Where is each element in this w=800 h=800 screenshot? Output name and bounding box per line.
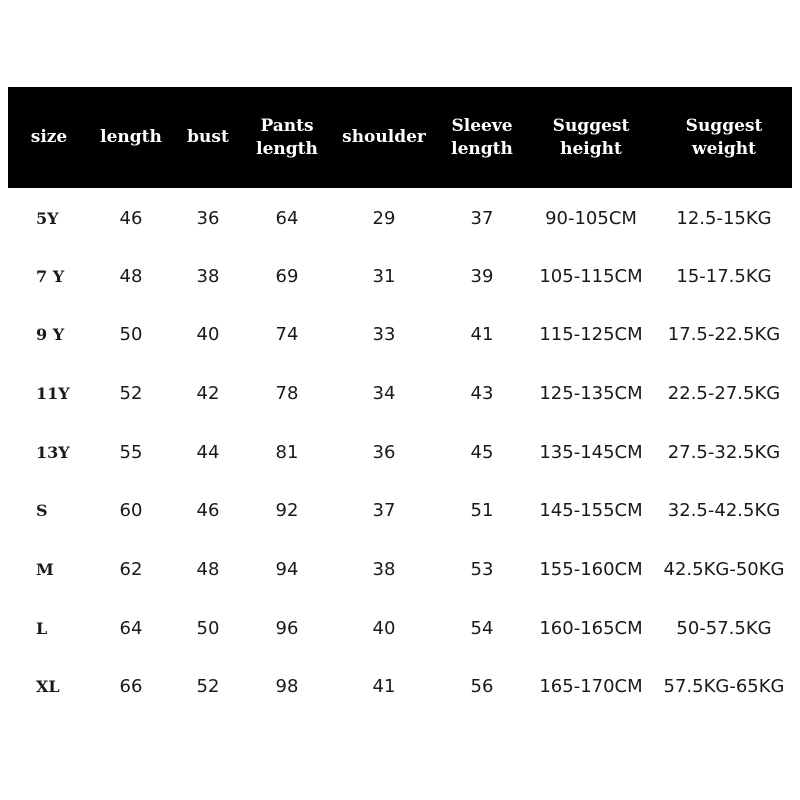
size-cell: 7 Y bbox=[36, 266, 65, 286]
measurement-cell-shoulder: 33 bbox=[372, 324, 396, 346]
header-label-line: length bbox=[100, 127, 162, 147]
size-chart-table bbox=[8, 87, 792, 716]
measurement-cell-suggest-weight: 12.5-15KG bbox=[676, 207, 772, 229]
measurement-cell-pants-length: 78 bbox=[275, 382, 299, 404]
measurement-cell-suggest-weight: 22.5-27.5KG bbox=[667, 382, 781, 404]
measurement-cell-suggest-height: 125-135CM bbox=[539, 382, 643, 404]
table-body bbox=[8, 188, 792, 716]
table-row bbox=[8, 599, 792, 658]
measurement-cell-suggest-weight: 42.5KG-50KG bbox=[663, 558, 785, 580]
header-label-line: length bbox=[451, 138, 513, 159]
measurement-cell-suggest-height: 165-170CM bbox=[539, 676, 643, 698]
measurement-cell-pants-length: 74 bbox=[275, 324, 299, 346]
measurement-cell-shoulder: 38 bbox=[372, 558, 396, 580]
size-cell: 13Y bbox=[36, 442, 70, 462]
measurement-cell-shoulder: 34 bbox=[372, 382, 396, 404]
measurement-cell-suggest-weight: 27.5-32.5KG bbox=[667, 441, 781, 463]
header-length bbox=[90, 87, 172, 188]
measurement-cell-shoulder: 37 bbox=[372, 500, 396, 522]
measurement-cell-sleeve-length: 45 bbox=[470, 441, 494, 463]
measurement-cell-bust: 38 bbox=[196, 265, 220, 287]
measurement-cell-bust: 50 bbox=[196, 617, 220, 639]
table-row bbox=[8, 658, 792, 717]
table-row bbox=[8, 364, 792, 423]
measurement-cell-sleeve-length: 37 bbox=[470, 207, 494, 229]
header-label-line: size bbox=[30, 127, 68, 147]
size-cell: XL bbox=[36, 677, 60, 697]
measurement-cell-sleeve-length: 56 bbox=[470, 676, 494, 698]
header-row bbox=[8, 87, 792, 188]
measurement-cell-pants-length: 94 bbox=[275, 558, 299, 580]
table-row bbox=[8, 247, 792, 306]
measurement-cell-shoulder: 40 bbox=[372, 617, 396, 639]
header-shoulder bbox=[330, 87, 438, 188]
header-label-line: Sleeve bbox=[451, 115, 513, 136]
measurement-cell-bust: 48 bbox=[196, 558, 220, 580]
table-row bbox=[8, 188, 792, 247]
header-label-line: shoulder bbox=[342, 127, 426, 147]
header-sleeve-length bbox=[438, 87, 526, 188]
measurement-cell-sleeve-length: 54 bbox=[470, 617, 494, 639]
header-bust bbox=[172, 87, 244, 188]
table-row bbox=[8, 305, 792, 364]
measurement-cell-suggest-height: 115-125CM bbox=[539, 324, 643, 346]
header-label-line: bust bbox=[187, 127, 229, 147]
measurement-cell-shoulder: 36 bbox=[372, 441, 396, 463]
measurement-cell-pants-length: 69 bbox=[275, 265, 299, 287]
measurement-cell-bust: 46 bbox=[196, 500, 220, 522]
table-row bbox=[8, 423, 792, 482]
measurement-cell-pants-length: 81 bbox=[275, 441, 299, 463]
measurement-cell-length: 52 bbox=[119, 382, 143, 404]
measurement-cell-length: 62 bbox=[119, 558, 143, 580]
size-cell: 5Y bbox=[36, 208, 59, 228]
measurement-cell-suggest-height: 135-145CM bbox=[539, 441, 643, 463]
size-cell: L bbox=[36, 618, 48, 638]
header-label-line: weight bbox=[691, 138, 756, 159]
measurement-cell-length: 64 bbox=[119, 617, 143, 639]
measurement-cell-length: 60 bbox=[119, 500, 143, 522]
header-pants-length bbox=[244, 87, 330, 188]
measurement-cell-suggest-height: 155-160CM bbox=[539, 558, 643, 580]
header-suggest-weight bbox=[656, 87, 792, 188]
measurement-cell-pants-length: 92 bbox=[275, 500, 299, 522]
measurement-cell-length: 48 bbox=[119, 265, 143, 287]
measurement-cell-sleeve-length: 53 bbox=[470, 558, 494, 580]
measurement-cell-shoulder: 41 bbox=[372, 676, 396, 698]
measurement-cell-sleeve-length: 41 bbox=[470, 324, 494, 346]
measurement-cell-pants-length: 64 bbox=[275, 207, 299, 229]
header-label-line: Pants bbox=[260, 115, 314, 136]
measurement-cell-length: 55 bbox=[119, 441, 143, 463]
table-row bbox=[8, 481, 792, 540]
header-size bbox=[8, 87, 90, 188]
header-label-line: height bbox=[560, 138, 622, 159]
measurement-cell-suggest-weight: 32.5-42.5KG bbox=[667, 500, 781, 522]
measurement-cell-suggest-weight: 15-17.5KG bbox=[676, 265, 772, 287]
measurement-cell-suggest-height: 105-115CM bbox=[539, 265, 643, 287]
measurement-cell-length: 46 bbox=[119, 207, 143, 229]
measurement-cell-bust: 44 bbox=[196, 441, 220, 463]
header-label-line: Suggest bbox=[552, 115, 630, 136]
measurement-cell-shoulder: 29 bbox=[372, 207, 396, 229]
size-cell: S bbox=[36, 501, 48, 521]
measurement-cell-suggest-height: 160-165CM bbox=[539, 617, 643, 639]
measurement-cell-bust: 42 bbox=[196, 382, 220, 404]
measurement-cell-bust: 40 bbox=[196, 324, 220, 346]
measurement-cell-bust: 36 bbox=[196, 207, 220, 229]
header-suggest-height bbox=[526, 87, 656, 188]
size-cell: 11Y bbox=[36, 383, 70, 403]
measurement-cell-length: 50 bbox=[119, 324, 143, 346]
size-cell: 9 Y bbox=[36, 325, 65, 345]
measurement-cell-suggest-weight: 17.5-22.5KG bbox=[667, 324, 781, 346]
measurement-cell-length: 66 bbox=[119, 676, 143, 698]
measurement-cell-pants-length: 98 bbox=[275, 676, 299, 698]
measurement-cell-suggest-height: 145-155CM bbox=[539, 500, 643, 522]
measurement-cell-suggest-height: 90-105CM bbox=[545, 207, 637, 229]
measurement-cell-sleeve-length: 51 bbox=[470, 500, 494, 522]
table-header bbox=[8, 87, 792, 188]
header-label-line: Suggest bbox=[685, 115, 763, 136]
measurement-cell-sleeve-length: 43 bbox=[470, 382, 494, 404]
measurement-cell-pants-length: 96 bbox=[275, 617, 299, 639]
measurement-cell-suggest-weight: 50-57.5KG bbox=[676, 617, 772, 639]
measurement-cell-shoulder: 31 bbox=[372, 265, 396, 287]
measurement-cell-sleeve-length: 39 bbox=[470, 265, 494, 287]
size-cell: M bbox=[36, 559, 54, 579]
measurement-cell-suggest-weight: 57.5KG-65KG bbox=[663, 676, 785, 698]
measurement-cell-bust: 52 bbox=[196, 676, 220, 698]
header-label-line: length bbox=[256, 138, 318, 159]
table-row bbox=[8, 540, 792, 599]
